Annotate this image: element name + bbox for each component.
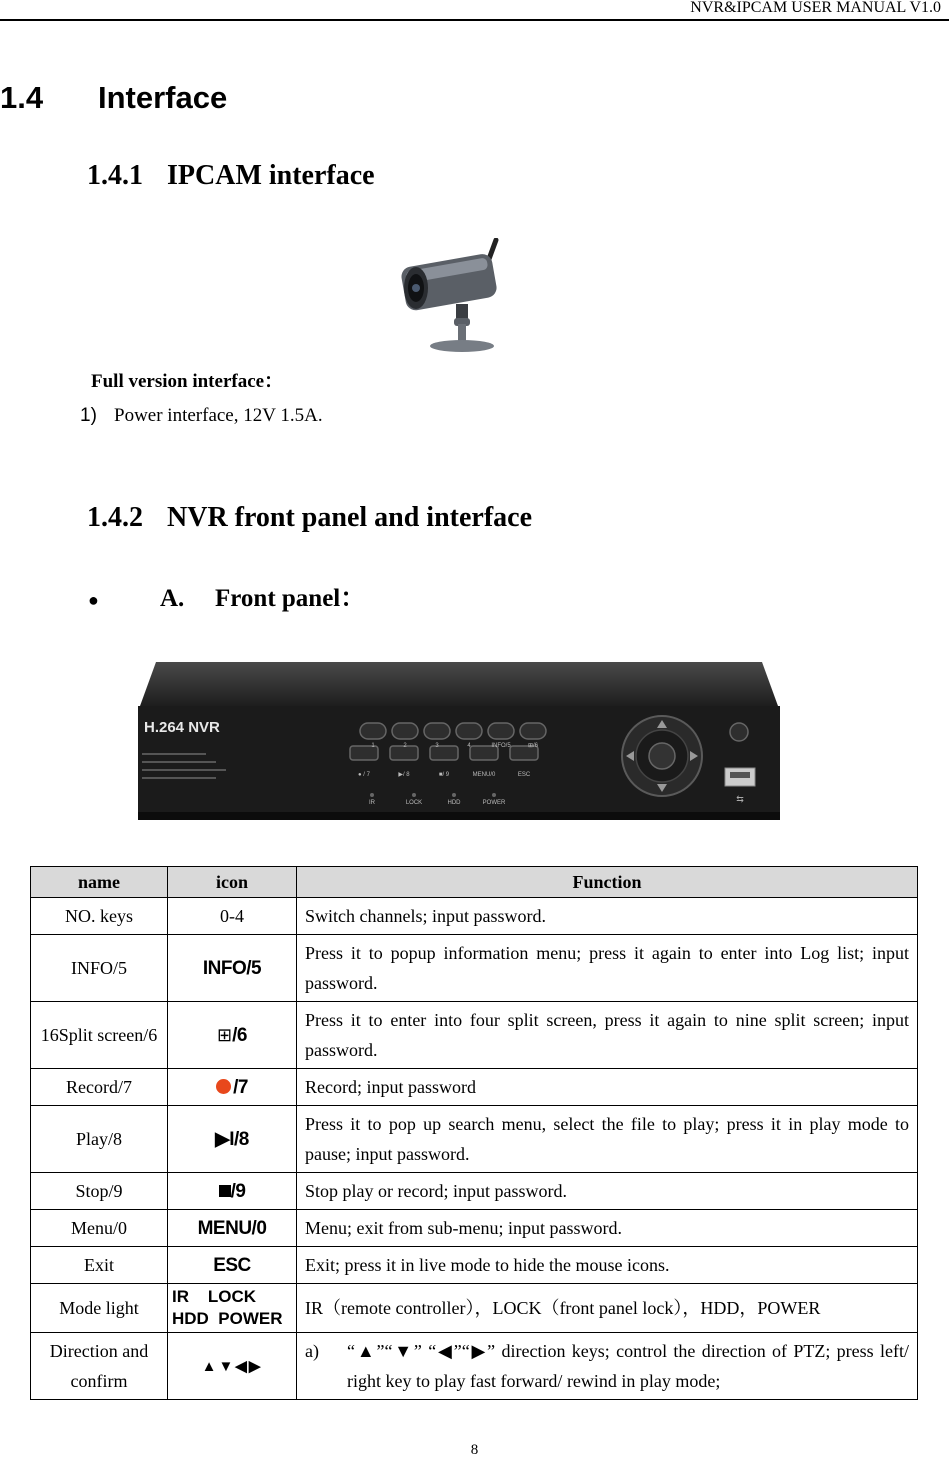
- stop-key-label: /9: [230, 1180, 246, 1202]
- nvr-lower-label: ● / 7: [358, 772, 370, 778]
- front-panel-title: Front panel：: [215, 585, 366, 612]
- row-name: Record/7: [31, 1069, 168, 1106]
- table-row: [31, 1106, 918, 1173]
- split-screen-icon: ⊞: [217, 1024, 233, 1045]
- row-icon: 0-4: [168, 898, 297, 935]
- nvr-button-label: 2: [403, 743, 407, 749]
- row-function: Switch channels; input password.: [297, 898, 918, 935]
- svg-text:⇆: ⇆: [736, 794, 744, 804]
- row-name: 16Split screen/6: [31, 1002, 168, 1069]
- nvr-button-label: ⊞/6: [527, 743, 539, 749]
- row-function: IR（remote controller），LOCK（front panel lock），HDD，POWER: [297, 1284, 918, 1333]
- nvr-lower-label: ESC: [517, 772, 531, 778]
- table-row: [31, 1284, 918, 1333]
- nvr-indicator-label: IR: [369, 800, 375, 806]
- header-rule: [0, 19, 949, 21]
- nvr-brand-label: H.264 NVR: [144, 719, 220, 736]
- table-row: [31, 1173, 918, 1210]
- row-function: Menu; exit from sub-menu; input password.: [297, 1210, 918, 1247]
- list-text: Power interface, 12V 1.5A.: [114, 405, 323, 426]
- row-name: Play/8: [31, 1106, 168, 1173]
- direction-arrows-icon: ▲▼◀▶: [201, 1358, 263, 1375]
- mode-light-icon: IR LOCK HDD POWER: [172, 1287, 283, 1328]
- row-function: Press it to pop up search menu, select the file to play; press it in play mode to pause; input password.: [297, 1106, 918, 1173]
- row-function: Record; input password: [297, 1069, 918, 1106]
- table-row: [31, 1210, 918, 1247]
- column-header-name: name: [31, 867, 168, 898]
- column-header-icon: icon: [168, 867, 297, 898]
- row-function: Press it to enter into four split screen, press it again to nine split screen; input password.: [297, 1002, 918, 1069]
- column-header-function: Function: [297, 867, 918, 898]
- camera-illustration: [400, 238, 508, 356]
- nvr-front-panel-illustration: [136, 662, 782, 822]
- section-heading-1-4-1: [87, 160, 375, 192]
- manual-header-title: NVR&IPCAM USER MANUAL V1.0: [690, 0, 941, 16]
- page-number: 8: [470, 1442, 479, 1458]
- table-row: [31, 935, 918, 1002]
- nvr-button-label: 1: [371, 743, 375, 749]
- table-row: [31, 898, 918, 935]
- section-title: IPCAM interface: [167, 160, 375, 191]
- row-name: INFO/5: [31, 935, 168, 1002]
- nvr-button-label: 4: [467, 743, 471, 749]
- direction-function-item: [305, 1336, 909, 1396]
- section-title: NVR front panel and interface: [167, 502, 533, 533]
- nvr-button-label: 3: [435, 743, 439, 749]
- row-name: Stop/9: [31, 1173, 168, 1210]
- section-number: 1.4.1: [87, 160, 143, 191]
- full-version-label: Full version interface：: [91, 371, 284, 392]
- info-icon: INFO/5: [202, 957, 262, 979]
- list-marker: a): [305, 1341, 319, 1361]
- nvr-indicator-label: POWER: [482, 800, 506, 806]
- esc-icon: ESC: [213, 1254, 251, 1276]
- menu-icon: MENU/0: [197, 1217, 267, 1239]
- nvr-button-label: INFO/5: [491, 743, 511, 749]
- section-number: 1.4: [0, 80, 44, 115]
- record-key-label: /7: [233, 1076, 248, 1098]
- nvr-lower-label: MENU/0: [472, 772, 496, 778]
- nvr-indicator-label: HDD: [447, 800, 461, 806]
- row-function: Exit; press it in live mode to hide the mouse icons.: [297, 1247, 918, 1284]
- row-name: Direction and confirm: [31, 1333, 168, 1400]
- row-function: Stop play or record; input password.: [297, 1173, 918, 1210]
- row-name: Menu/0: [31, 1210, 168, 1247]
- nvr-lower-label: ▶/ 8: [398, 772, 410, 778]
- row-function: Press it to popup information menu; press it again to enter into Log list; input password.: [297, 935, 918, 1002]
- table-row: [31, 1247, 918, 1284]
- record-dot-icon: [216, 1079, 231, 1094]
- split-key-label: /6: [232, 1024, 247, 1046]
- row-name: Mode light: [31, 1284, 168, 1333]
- row-function: “▲”“▼” “◀”“▶” direction keys; control the direction of PTZ; press left/ right key to play fast forward/ rewind in play mode;: [347, 1341, 909, 1391]
- nvr-indicator-label: LOCK: [405, 800, 423, 806]
- table-row: [31, 1069, 918, 1106]
- table-row: [31, 1002, 918, 1069]
- list-marker: 1): [80, 405, 97, 426]
- stop-square-icon: [219, 1185, 231, 1197]
- section-title: Interface: [98, 80, 228, 115]
- bullet-icon: ●: [88, 589, 99, 610]
- table-row: [31, 1333, 918, 1400]
- play-pause-icon: ▶I/8: [215, 1128, 249, 1150]
- function-table: [30, 866, 918, 1400]
- row-name: Exit: [31, 1247, 168, 1284]
- section-heading-1-4: [0, 80, 227, 116]
- section-number: 1.4.2: [87, 502, 143, 533]
- table-header-row: [31, 867, 918, 898]
- section-heading-1-4-2: [87, 502, 532, 534]
- front-panel-heading: [88, 578, 365, 614]
- list-marker: A.: [160, 585, 185, 612]
- list-item: [80, 405, 323, 427]
- nvr-lower-label: ■/ 9: [438, 772, 450, 778]
- row-name: NO. keys: [31, 898, 168, 935]
